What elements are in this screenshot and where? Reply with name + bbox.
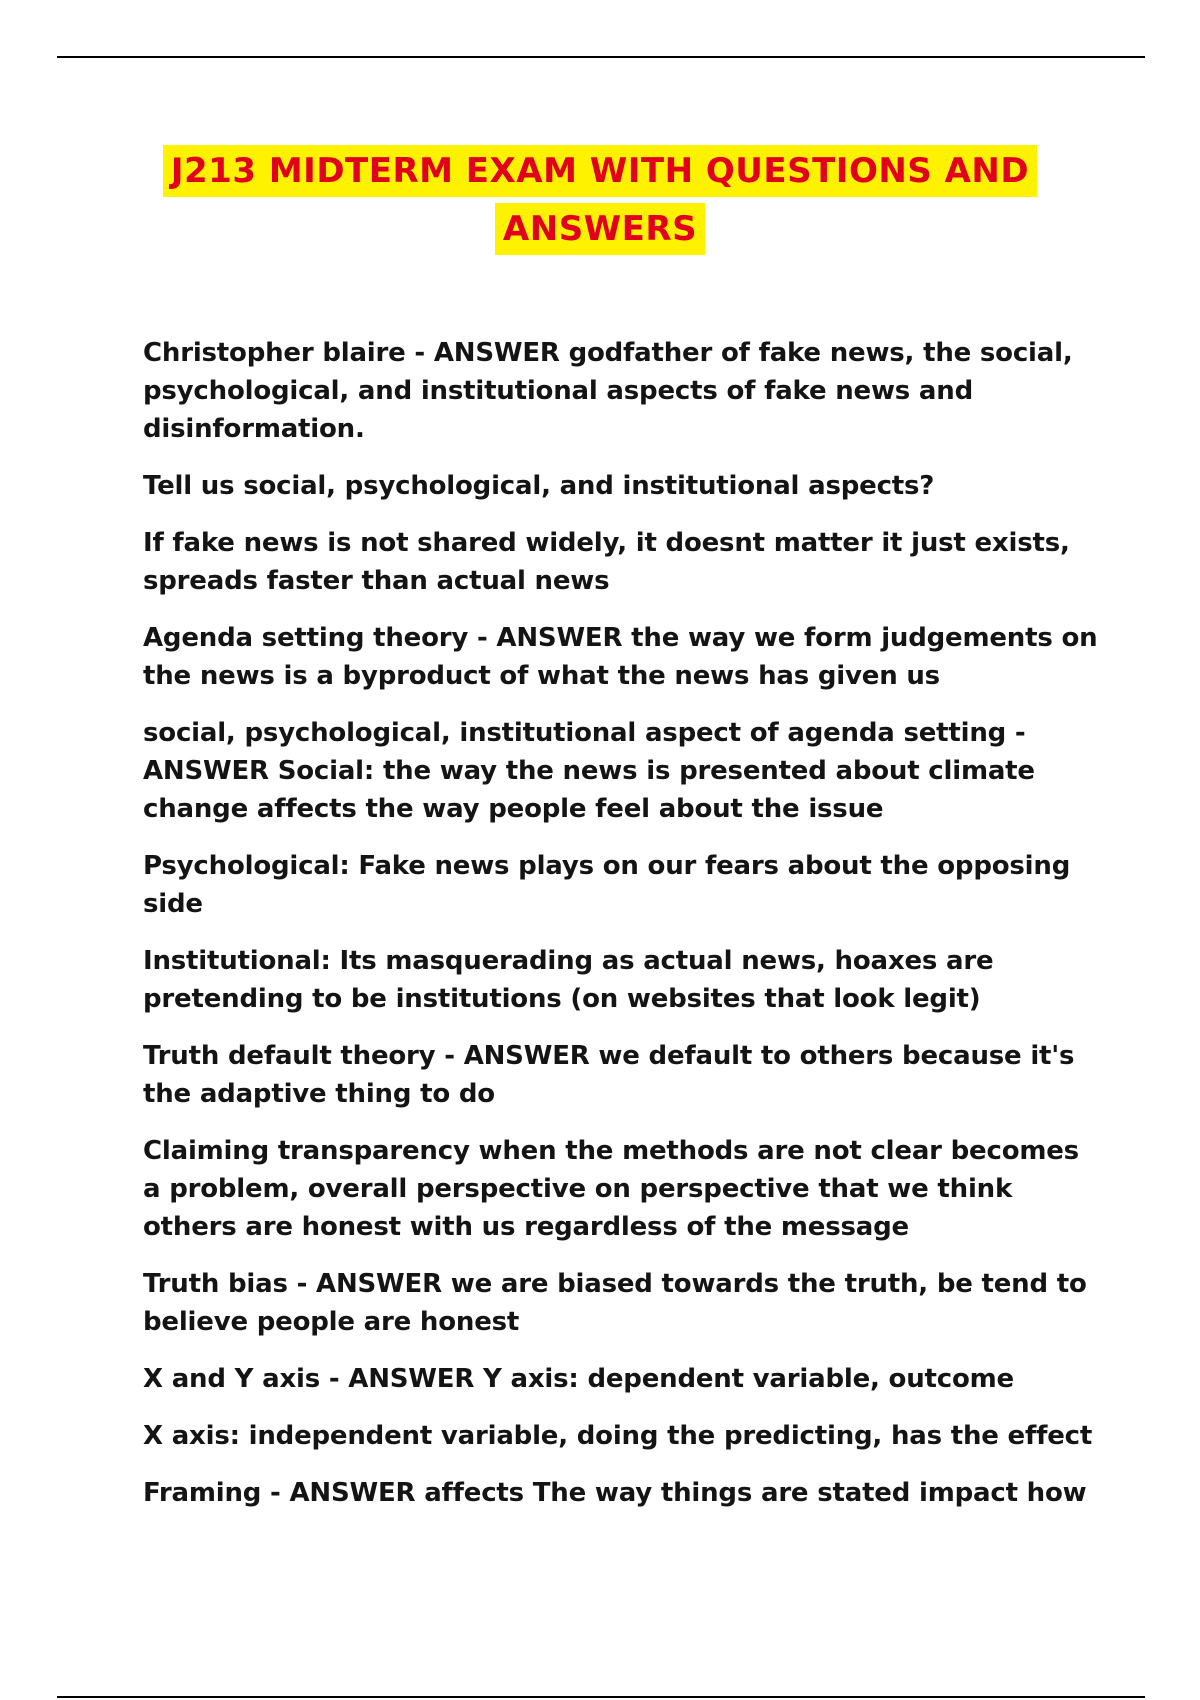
- paragraph-psychological: Psychological: Fake news plays on our fears about the opposing side: [143, 851, 1071, 919]
- bottom-rule: [57, 1696, 1145, 1698]
- paragraph-institutional: Institutional: Its masquerading as actual news, hoaxes are pretending to be institutions (on websites that look legit): [143, 946, 994, 1014]
- paragraph-x-axis: X axis: independent variable, doing the predicting, has the effect: [143, 1421, 1093, 1451]
- paragraph-agenda-setting-theory: Agenda setting theory - ANSWER the way we form judgements on the news is a byproduct of what the news has given us: [143, 623, 1098, 691]
- document-body: [143, 334, 1103, 1531]
- top-rule: [57, 56, 1145, 58]
- paragraph-claiming-transparency: Claiming transparency when the methods are not clear becomes a problem, overall perspective on perspective that we think others are honest with us regardless of the message: [143, 1136, 1079, 1242]
- document-title: [0, 145, 1200, 255]
- paragraph-truth-default-theory: Truth default theory - ANSWER we default to others because it's the adaptive thing to do: [143, 1041, 1075, 1109]
- title-line-1: J213 MIDTERM EXAM WITH QUESTIONS AND: [163, 145, 1037, 197]
- paragraph-agenda-setting-aspects: social, psychological, institutional aspect of agenda setting - ANSWER Social: the way the news is presented about climate change affects the way people feel about the issue: [143, 718, 1035, 824]
- paragraph-christopher-blaire: Christopher blaire - ANSWER godfather of fake news, the social, psychological, and institutional aspects of fake news and disinformation.: [143, 338, 1073, 444]
- paragraph-aspects-question: Tell us social, psychological, and institutional aspects?: [143, 471, 935, 501]
- paragraph-x-and-y-axis: X and Y axis - ANSWER Y axis: dependent variable, outcome: [143, 1364, 1014, 1394]
- paragraph-truth-bias: Truth bias - ANSWER we are biased towards the truth, be tend to believe people are honest: [143, 1269, 1087, 1337]
- paragraph-fake-news-spread: If fake news is not shared widely, it doesnt matter it just exists, spreads faster than actual news: [143, 528, 1070, 596]
- title-line-2: ANSWERS: [495, 203, 705, 255]
- paragraph-framing: Framing - ANSWER affects The way things are stated impact how: [143, 1478, 1087, 1508]
